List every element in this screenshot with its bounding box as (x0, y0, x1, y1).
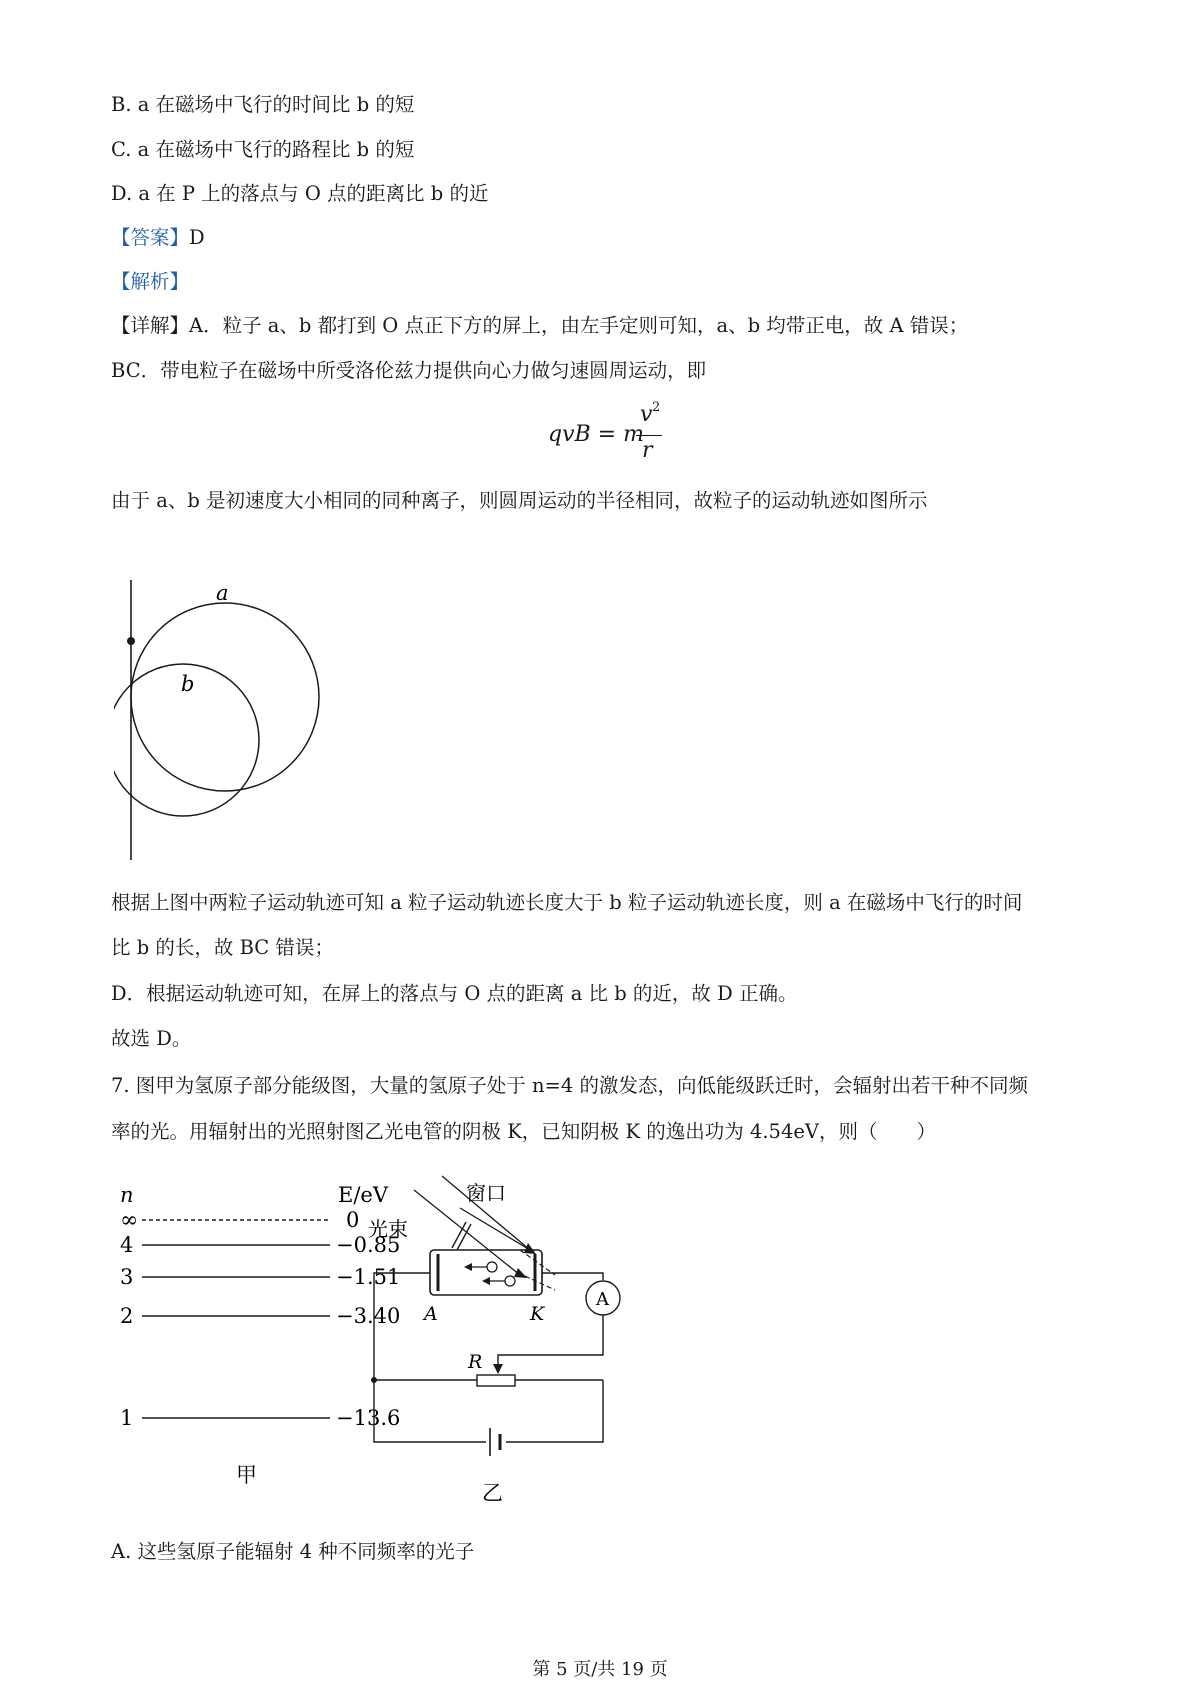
bc-explanation: BC．带电粒子在磁场中所受洛伦兹力提供向心力做匀速圆周运动，即 (111, 359, 707, 382)
conclusion-line-2: 比 b 的长，故 BC 错误； (111, 936, 334, 959)
answer-value: D (189, 226, 205, 249)
e-2: −3.40 (336, 1304, 401, 1328)
equation-denominator: r (642, 438, 653, 463)
n-4: 4 (120, 1233, 134, 1257)
option-d-explanation: D．根据运动轨迹可知，在屏上的落点与 O 点的距离 a 比 b 的近，故 D 正确。 (111, 982, 798, 1005)
trajectory-a (131, 603, 319, 791)
detail-line (111, 312, 968, 340)
window-label: 窗口 (466, 1181, 506, 1205)
n-3: 3 (120, 1265, 134, 1289)
equation-numerator: v (640, 402, 653, 427)
resistor-label: R (468, 1351, 483, 1373)
analysis-tag: 【解析】 (111, 270, 190, 293)
e-header: E/eV (338, 1183, 388, 1207)
n-infinity: ∞ (120, 1208, 139, 1233)
entry-point (127, 637, 135, 645)
option-a: A. 这些氢原子能辐射 4 种不同频率的光子 (111, 1540, 475, 1563)
e-1: −13.6 (336, 1406, 401, 1430)
label-a: a (216, 581, 229, 605)
ammeter-label: A (596, 1289, 609, 1310)
rheostat (477, 1375, 515, 1386)
option-c: C. a 在磁场中飞行的路程比 b 的短 (111, 138, 415, 161)
fraction-bar (636, 435, 662, 436)
choose-d: 故选 D。 (111, 1027, 192, 1050)
caption-jia: 甲 (236, 1463, 257, 1487)
n-header: n (120, 1183, 134, 1207)
e-3: −1.51 (336, 1265, 401, 1289)
answer-line (111, 224, 205, 252)
n-2: 2 (120, 1304, 134, 1328)
photo-tube (430, 1250, 542, 1295)
page-footer: 第 5 页/共 19 页 (532, 1659, 668, 1680)
detail-text: A．粒子 a、b 都打到 O 点正下方的屏上，由左手定则可知，a、b 均带正电，故 A 错误； (189, 314, 969, 337)
conclusion-line-1: 根据上图中两粒子运动轨迹可知 a 粒子运动轨迹长度大于 b 粒子运动轨迹长度，则 a 在磁场中飞行的时间 (111, 891, 1023, 914)
e-4: −0.85 (336, 1233, 401, 1257)
answer-tag: 【答案】 (111, 226, 190, 249)
label-b: b (181, 672, 195, 696)
e-infinity: 0 (346, 1208, 360, 1232)
energy-level-diagram (110, 1180, 410, 1500)
option-d: D. a 在 P 上的落点与 O 点的距离比 b 的近 (111, 182, 489, 205)
beam-label: 光束 (368, 1217, 408, 1241)
orbit-explanation: 由于 a、b 是初速度大小相同的同种离子，则圆周运动的半径相同，故粒子的运动轨迹如图所示 (111, 489, 928, 512)
anode-label: A (424, 1303, 438, 1325)
detail-tag: 【详解】 (111, 314, 190, 337)
caption-yi: 乙 (482, 1481, 503, 1505)
question-7-line-2: 率的光。用辐射出的光照射图乙光电管的阴极 K，已知阴极 K 的逸出功为 4.54eV，则（ ） (111, 1120, 936, 1143)
cathode-label: K (530, 1303, 545, 1325)
lorentz-equation (0, 400, 1200, 470)
question-7-line-1: 7. 图甲为氢原子部分能级图，大量的氢原子处于 n=4 的激发态，向低能级跃迁时，会辐射出若干种不同频 (111, 1074, 1029, 1097)
option-b: B. a 在磁场中飞行的时间比 b 的短 (111, 93, 415, 116)
n-1: 1 (120, 1406, 134, 1430)
equation-lhs: qvB = m (548, 422, 644, 447)
equation-superscript: 2 (652, 400, 661, 415)
orbit-figure (100, 575, 320, 865)
